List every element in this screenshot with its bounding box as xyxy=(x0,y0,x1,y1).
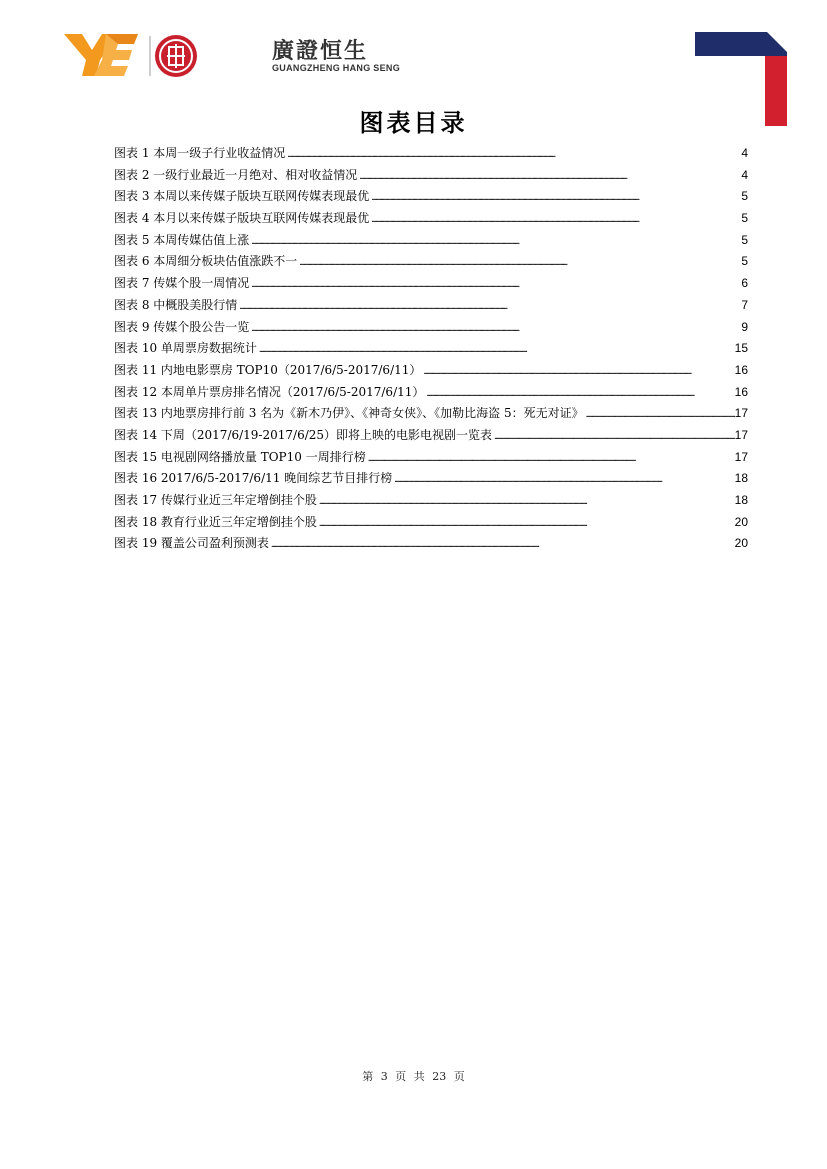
toc-entry-page-number[interactable]: 15 xyxy=(734,341,748,356)
toc-dot-leader xyxy=(285,144,741,166)
toc-entry[interactable] xyxy=(114,143,748,165)
toc-entry-label[interactable]: 图表 13 内地票房排行前 3 名为《新木乃伊》、《神奇女侠》、《加勒比海盗 5：死无对证》 xyxy=(114,406,584,421)
toc-entry[interactable] xyxy=(114,165,748,187)
toc-entry[interactable] xyxy=(114,317,748,339)
toc-entry-label[interactable]: 图表 9 传媒个股公告一览 xyxy=(114,319,250,334)
page-footer: 第 3 页 共 23 页 xyxy=(362,1070,465,1083)
toc-entry-label[interactable]: 图表 12 本周单片票房排名情况（2017/6/5-2017/6/11） xyxy=(114,384,425,399)
toc-dot-leader xyxy=(357,166,741,188)
toc-entry-label[interactable]: 图表 19 覆盖公司盈利预测表 xyxy=(114,536,269,551)
toc-entry-label[interactable]: 图表 17 传媒行业近三年定增倒挂个股 xyxy=(114,493,317,507)
toc-entry[interactable] xyxy=(114,447,748,469)
toc-entry-label[interactable]: 图表 15 电视剧网络播放量 TOP10 一周排行榜 xyxy=(114,449,366,464)
toc-dot-leader xyxy=(369,187,741,209)
toc-entry-page-number[interactable]: 5 xyxy=(741,189,748,204)
toc-dot-leader xyxy=(317,513,735,535)
toc-entry[interactable] xyxy=(114,208,748,230)
toc-entry-page-number[interactable]: 17 xyxy=(734,449,748,464)
toc-entry-label[interactable]: 图表 14 下周（2017/6/19-2017/6/25）即将上映的电影电视剧一览表 xyxy=(114,427,493,442)
toc-entry-page-number[interactable]: 18 xyxy=(734,493,748,507)
toc-entry-page-number[interactable]: 6 xyxy=(741,276,748,291)
toc-entry-page-number[interactable]: 4 xyxy=(741,146,748,160)
toc-entry-page-number[interactable]: 16 xyxy=(734,362,748,377)
toc-entry-label[interactable]: 图表 16 2017/6/5-2017/6/11 晚间综艺节目排行榜 xyxy=(114,471,393,486)
toc-entry[interactable] xyxy=(114,533,748,555)
toc-entry-page-number[interactable]: 17 xyxy=(734,406,748,421)
brand-name-english: GUANGZHENG HANG SENG xyxy=(272,63,401,73)
toc-entry-label[interactable]: 图表 8 中概股美股行情 xyxy=(114,297,238,312)
toc-entry-label[interactable]: 图表 11 内地电影票房 TOP10（2017/6/5-2017/6/11） xyxy=(114,362,422,377)
toc-dot-leader xyxy=(297,252,741,274)
toc-dot-leader xyxy=(269,534,735,556)
toc-dot-leader xyxy=(424,383,734,405)
toc-dot-leader xyxy=(249,274,741,296)
toc-entry-page-number[interactable]: 17 xyxy=(734,427,748,442)
toc-dot-leader xyxy=(421,361,734,383)
toc-entry[interactable] xyxy=(114,251,748,273)
toc-entry-page-number[interactable]: 16 xyxy=(734,384,748,399)
toc-entry[interactable] xyxy=(114,382,748,404)
toc-entry-label[interactable]: 图表 3 本周以来传媒子版块互联网传媒表现最优 xyxy=(114,189,370,204)
toc-dot-leader xyxy=(369,209,741,231)
table-of-figures xyxy=(114,143,748,555)
toc-dot-leader xyxy=(366,448,735,470)
toc-entry[interactable] xyxy=(114,468,748,490)
toc-dot-leader xyxy=(237,296,741,318)
toc-entry[interactable] xyxy=(114,360,748,382)
toc-entry-label[interactable]: 图表 4 本月以来传媒子版块互联网传媒表现最优 xyxy=(114,211,370,226)
toc-dot-leader xyxy=(317,491,735,513)
company-logo xyxy=(62,30,401,82)
toc-entry[interactable] xyxy=(114,273,748,295)
brand-name-chinese: 廣證恒生 xyxy=(272,39,369,64)
toc-entry-page-number[interactable]: 20 xyxy=(734,514,748,529)
toc-entry-page-number[interactable]: 18 xyxy=(734,471,748,486)
toc-entry-page-number[interactable]: 5 xyxy=(741,211,748,226)
toc-entry[interactable] xyxy=(114,425,748,447)
toc-dot-leader xyxy=(257,339,735,361)
toc-entry-label[interactable]: 图表 1 本周一级子行业收益情况 xyxy=(114,146,286,160)
toc-entry-page-number[interactable]: 5 xyxy=(741,254,748,269)
toc-entry-page-number[interactable]: 4 xyxy=(741,167,748,182)
toc-entry-label[interactable]: 图表 7 传媒个股一周情况 xyxy=(114,276,250,291)
toc-dot-leader xyxy=(249,318,741,340)
toc-entry[interactable] xyxy=(114,230,748,252)
toc-entry-page-number[interactable]: 7 xyxy=(741,297,748,312)
toc-dot-leader xyxy=(392,469,734,491)
toc-entry[interactable] xyxy=(114,295,748,317)
toc-entry[interactable] xyxy=(114,403,748,425)
toc-dot-leader xyxy=(492,426,735,448)
toc-entry-label[interactable]: 图表 2 一级行业最近一月绝对、相对收益情况 xyxy=(114,167,358,182)
toc-entry-label[interactable]: 图表 5 本周传媒估值上涨 xyxy=(114,232,250,247)
toc-title: 图表目录 xyxy=(359,109,468,137)
toc-entry-page-number[interactable]: 20 xyxy=(734,536,748,551)
toc-entry-label[interactable]: 图表 18 教育行业近三年定增倒挂个股 xyxy=(114,514,317,529)
toc-entry[interactable] xyxy=(114,338,748,360)
toc-dot-leader xyxy=(249,231,741,253)
toc-entry[interactable] xyxy=(114,186,748,208)
toc-dot-leader xyxy=(584,404,735,426)
toc-entry[interactable] xyxy=(114,490,748,512)
toc-entry-page-number[interactable]: 5 xyxy=(741,232,748,247)
toc-entry-label[interactable]: 图表 10 单周票房数据统计 xyxy=(114,341,257,356)
toc-entry-page-number[interactable]: 9 xyxy=(741,319,748,334)
toc-entry[interactable] xyxy=(114,512,748,534)
toc-entry-label[interactable]: 图表 6 本周细分板块估值涨跌不一 xyxy=(114,254,298,269)
